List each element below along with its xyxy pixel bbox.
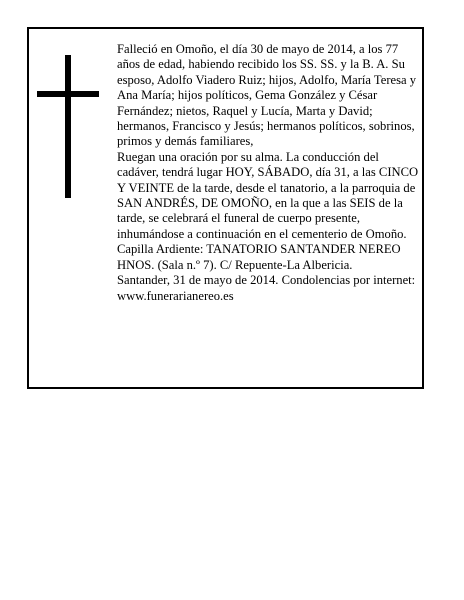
notice-text (117, 42, 419, 304)
notice-body: Falleció en Omoño, el día 30 de mayo de 2014, a los 77 años de edad, habiendo recibido los SS. SS. y la B. A. Su esposo, Adolfo Viadero Ruiz; hijos, Adolfo, María Teresa y Ana María; hijos políticos, Gema González y César Fernández; nietos, Raquel y Lucía, Marta y David; hermanos, Francisco y Jesús; hermanos políticos, sobrinos, primos y demás familiares, (117, 42, 417, 149)
notice-closing: Santander, 31 de mayo de 2014. Condolencias por internet: www.funerarianereo.es (117, 273, 416, 303)
notice-request: Ruegan una oración por su alma. La conducción del cadáver, tendrá lugar HOY, SÁBADO, día 31, a las CINCO Y VEINTE de la tarde, desde el tanatorio, a la parroquia de SAN ANDRÉS, DE OMOÑO, en la que a las SEIS de la tarde, se celebrará el funeral de cuerpo presente, inhumándose a continuación en el cementerio de Omoño. Capilla Ardiente: TANATORIO SANTANDER NEREO HNOS. (Sala n.º 7). C/ Repuente-La Albericia. (117, 149, 419, 272)
cross-horizontal-bar (37, 91, 99, 97)
latin-cross-icon (37, 55, 99, 198)
obituary-notice (27, 27, 424, 389)
cross-vertical-bar (65, 55, 71, 198)
